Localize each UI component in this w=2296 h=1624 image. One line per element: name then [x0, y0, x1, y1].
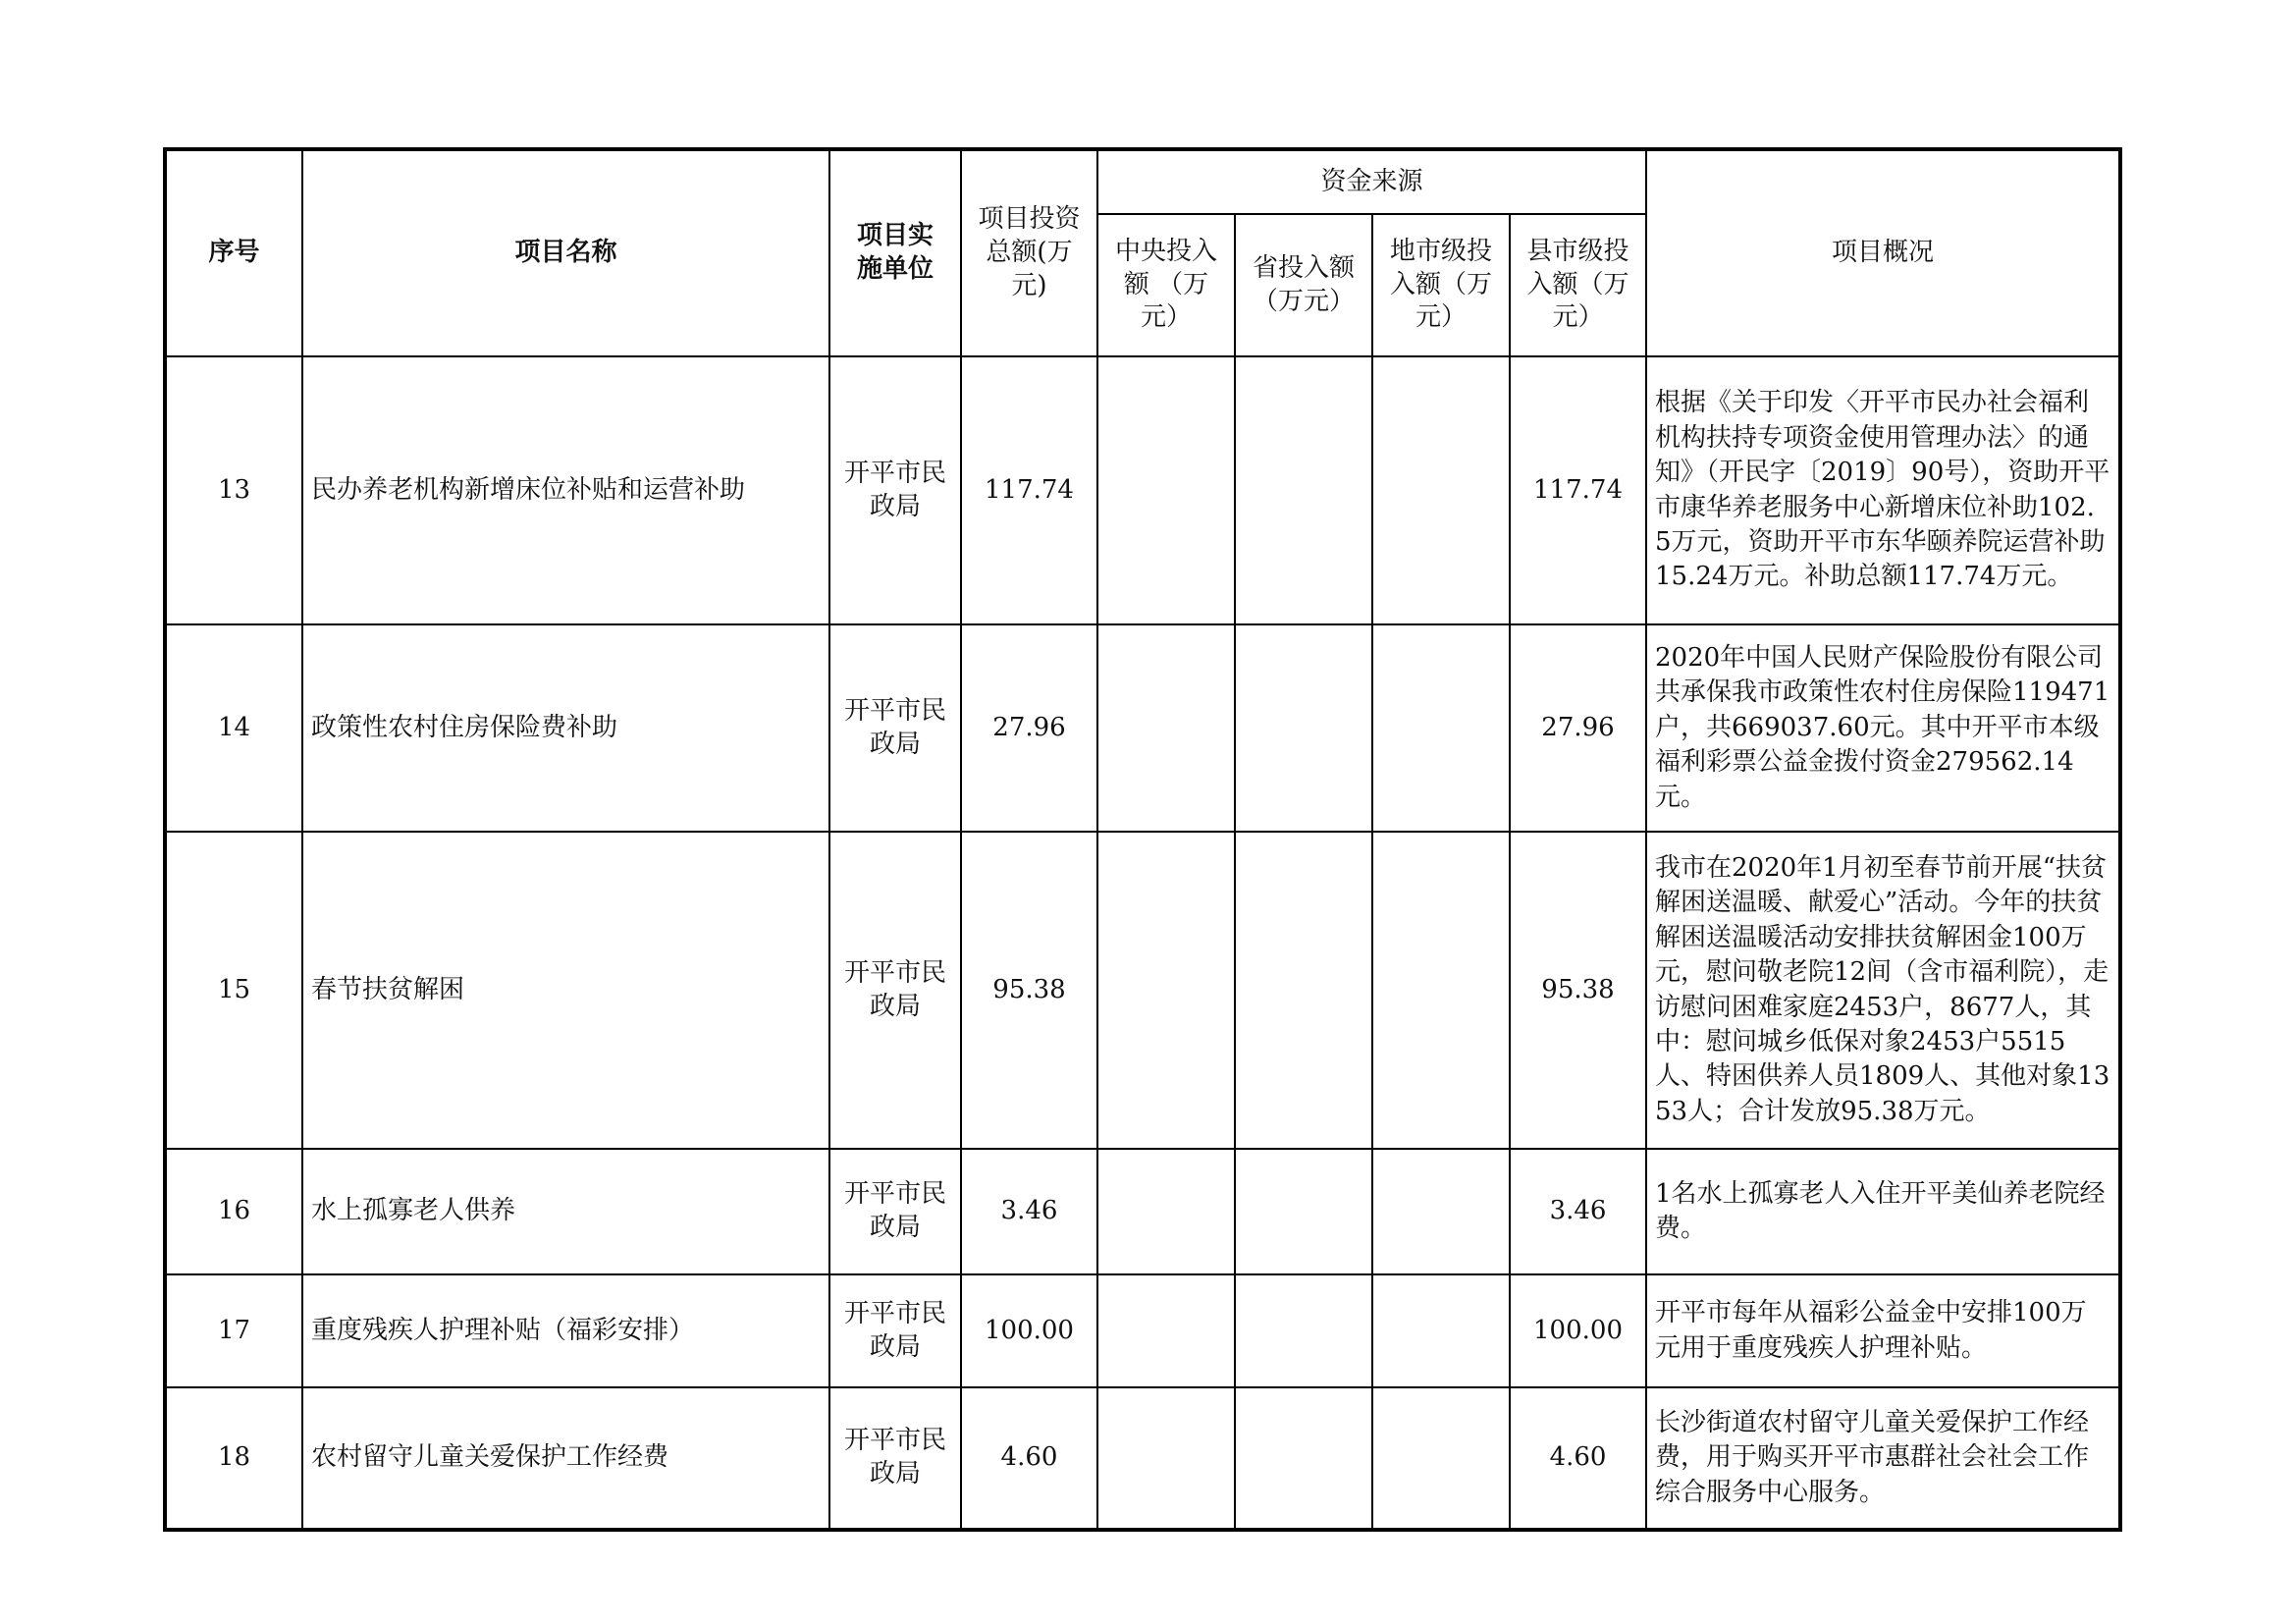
row-unit: 开平市民政局 — [829, 356, 961, 624]
row-seq: 17 — [165, 1274, 302, 1387]
header-province: 省投入额（万元） — [1235, 214, 1372, 356]
row-overview: 开平市每年从福彩公益金中安排100万元用于重度残疾人护理补贴。 — [1646, 1274, 2120, 1387]
row-central — [1097, 832, 1235, 1149]
row-unit: 开平市民政局 — [829, 1274, 961, 1387]
row-seq: 14 — [165, 624, 302, 832]
row-prefecture — [1372, 624, 1510, 832]
row-seq: 15 — [165, 832, 302, 1149]
row-name: 重度残疾人护理补贴（福彩安排） — [302, 1274, 829, 1387]
row-central — [1097, 1149, 1235, 1274]
table-row — [165, 832, 2120, 1149]
row-overview: 长沙街道农村留守儿童关爱保护工作经费，用于购买开平市惠群社会社会工作综合服务中心服务。 — [1646, 1387, 2120, 1530]
row-name: 民办养老机构新增床位补贴和运营补助 — [302, 356, 829, 624]
row-prefecture — [1372, 1274, 1510, 1387]
row-county: 27.96 — [1510, 624, 1646, 832]
header-name: 项目名称 — [302, 149, 829, 356]
row-prefecture — [1372, 832, 1510, 1149]
row-province — [1235, 832, 1372, 1149]
table-row — [165, 1274, 2120, 1387]
row-total: 117.74 — [961, 356, 1097, 624]
row-province — [1235, 624, 1372, 832]
row-total: 100.00 — [961, 1274, 1097, 1387]
row-prefecture — [1372, 1387, 1510, 1530]
row-prefecture — [1372, 1149, 1510, 1274]
row-total: 4.60 — [961, 1387, 1097, 1530]
row-total: 27.96 — [961, 624, 1097, 832]
table-row — [165, 356, 2120, 624]
row-province — [1235, 1274, 1372, 1387]
row-name: 春节扶贫解困 — [302, 832, 829, 1149]
row-unit: 开平市民政局 — [829, 1387, 961, 1530]
table-row — [165, 1387, 2120, 1530]
row-total: 3.46 — [961, 1149, 1097, 1274]
header-central: 中央投入额 （万元） — [1097, 214, 1235, 356]
row-county: 100.00 — [1510, 1274, 1646, 1387]
row-prefecture — [1372, 356, 1510, 624]
header-unit: 项目实施单位 — [829, 149, 961, 356]
row-unit: 开平市民政局 — [829, 1149, 961, 1274]
row-overview: 根据《关于印发〈开平市民办社会福利机构扶持专项资金使用管理办法〉的通知》（开民字〔2019〕90号），资助开平市康华养老服务中心新增床位补助102.5万元，资助开平市东华颐养院运营补助15.24万元。补助总额117.74万元。 — [1646, 356, 2120, 624]
row-central — [1097, 624, 1235, 832]
table-row — [165, 624, 2120, 832]
row-unit: 开平市民政局 — [829, 624, 961, 832]
row-central — [1097, 356, 1235, 624]
header-overview: 项目概况 — [1646, 149, 2120, 356]
row-county: 4.60 — [1510, 1387, 1646, 1530]
row-name: 水上孤寡老人供养 — [302, 1149, 829, 1274]
row-overview: 我市在2020年1月初至春节前开展“扶贫解困送温暖、献爱心”活动。今年的扶贫解困送温暖活动安排扶贫解困金100万元，慰问敬老院12间（含市福利院），走访慰问困难家庭2453户，8677人，其中：慰问城乡低保对象2453户5515人、特困供养人员1809人、其他对象1353人；合计发放95.38万元。 — [1646, 832, 2120, 1149]
row-name: 政策性农村住房保险费补助 — [302, 624, 829, 832]
row-county: 95.38 — [1510, 832, 1646, 1149]
row-province — [1235, 1387, 1372, 1530]
row-central — [1097, 1387, 1235, 1530]
header-funding-source: 资金来源 — [1097, 149, 1646, 214]
row-seq: 16 — [165, 1149, 302, 1274]
row-overview: 1名水上孤寡老人入住开平美仙养老院经费。 — [1646, 1149, 2120, 1274]
row-unit: 开平市民政局 — [829, 832, 961, 1149]
row-county: 3.46 — [1510, 1149, 1646, 1274]
row-province — [1235, 356, 1372, 624]
table-row — [165, 1149, 2120, 1274]
row-central — [1097, 1274, 1235, 1387]
project-table — [163, 147, 2122, 1532]
row-county: 117.74 — [1510, 356, 1646, 624]
header-seq: 序号 — [165, 149, 302, 356]
row-name: 农村留守儿童关爱保护工作经费 — [302, 1387, 829, 1530]
row-total: 95.38 — [961, 832, 1097, 1149]
header-county: 县市级投入额（万元） — [1510, 214, 1646, 356]
row-seq: 18 — [165, 1387, 302, 1530]
row-overview: 2020年中国人民财产保险股份有限公司共承保我市政策性农村住房保险119471户，共669037.60元。其中开平市本级福利彩票公益金拨付资金279562.14元。 — [1646, 624, 2120, 832]
row-province — [1235, 1149, 1372, 1274]
header-prefecture: 地市级投入额（万元） — [1372, 214, 1510, 356]
header-total: 项目投资总额(万元) — [961, 149, 1097, 356]
row-seq: 13 — [165, 356, 302, 624]
